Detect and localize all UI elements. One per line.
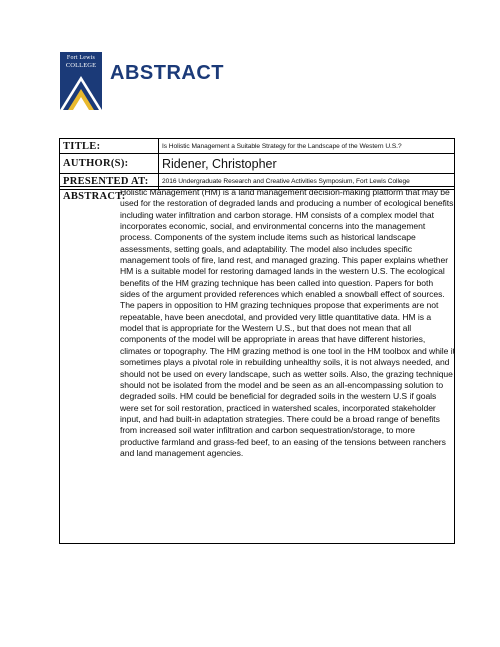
presented-value: 2016 Undergraduate Research and Creative Activities Symposium, Fort Lewis College [159,174,455,190]
logo-line-1: Fort Lewis [66,55,96,61]
title-label: TITLE: [60,139,159,154]
abstract-label: ABSTRACT: [63,191,126,202]
title-row [60,139,455,154]
abstract-section [59,186,455,544]
author-label: AUTHOR(S): [60,154,159,174]
mountain-emblem-icon [60,52,102,110]
logo-line-2: COLLEGE [65,62,97,69]
abstract-body: Holistic Management (HM) is a land management decision-making platform that may be used for the restoration of degraded lands and producing a number of ecological benefits including water infiltration and carbon storage. HM consists of a complex model that incorporates economic, social, and environmental concerns into the management process. Components of the system include items such as historical landscape assessments, setting goals, and adaptability. The model also includes specific management tools of fire, land rest, and managed grazing. This paper explains whether HM is a suitable model for restoring damaged lands in the western U.S. The ecological benefits of the HM grazing technique has been called into question. Papers for both sides of the argument provided references which enabled a snowball effect of sources. The papers in opposition to HM grazing techniques propose that experiments are not repeatable, have been anecdotal, and provided very little quantitative data. HM is a model that is appropriate for the Western U.S., but that does not mean that all components of the model will be appropriate in areas that have different histories, climates or topography. The HM grazing method is one tool in the HM toolbox and while it sometimes plays a pivotal role in rebuilding unhealthy soils, it is not always needed, and should not be used on every landscape, such as wetter soils. Also, the grazing technique should not be isolated from the model and be seen as an all-encompassing solution to degraded soils. HM could be beneficial for degraded soils in the western U.S if goals were set for soil restoration, practiced in watershed scales, incorporated stakeholder input, and had built-in adaptation strategies. There could be a broad range of benefits from increased soil water infiltration and carbon sequestration/storage, to more productive farmland and grass-fed beef, to an easing of the tensions between ranchers and land management agencies. [120,187,455,458]
title-value: Is Holistic Management a Suitable Strategy for the Landscape of the Western U.S.? [159,139,455,154]
page-title: ABSTRACT [110,62,224,84]
author-value: Ridener, Christopher [159,154,455,174]
college-logo [60,52,102,110]
metadata-table [59,138,455,190]
author-row [60,154,455,174]
presented-label: PRESENTED AT: [60,174,159,190]
